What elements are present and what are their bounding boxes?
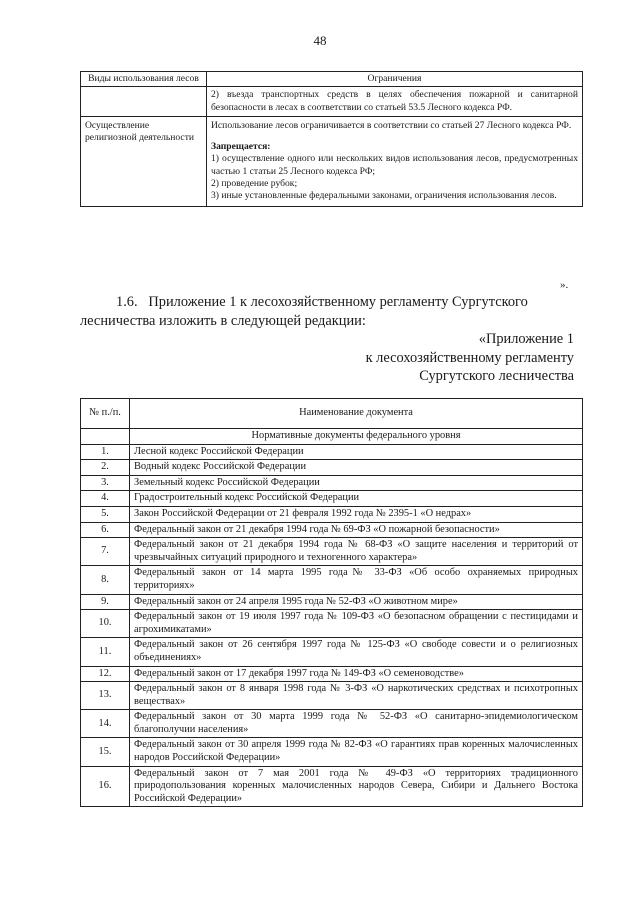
table-row [81,491,583,507]
table-row [81,610,583,638]
section-title: Нормативные документы федерального уровня [130,429,583,445]
restriction-text: 2) въезда транспортных средств в целях обеспечения пожарной и санитарной безопасности в лесах в соответствии со статьей 53.5 Лесного кодекса РФ. [207,87,583,117]
row-number: 10. [81,610,130,638]
row-number: 15. [81,738,130,766]
amendment-paragraph [80,293,580,331]
restriction-cell [207,116,583,206]
table-row [81,538,583,566]
header-restrictions: Ограничения [207,72,583,87]
table-row [81,87,583,117]
row-number: 6. [81,522,130,538]
table-row [81,566,583,594]
table-row [81,666,583,682]
row-number: 13. [81,682,130,710]
prohibited-heading: Запрещается: [211,141,271,153]
table-header-row [81,72,583,87]
appendix-line: «Приложение 1 [478,331,574,347]
document-name: Федеральный закон от 30 апреля 1999 года № 82-ФЗ «О гарантиях прав коренных малочисленных народов Российской Федерации» [130,738,583,766]
table-row [81,710,583,738]
document-name: Федеральный закон от 8 января 1998 года № 3-ФЗ «О наркотических средствах и психотропных веществах» [130,682,583,710]
document-name: Федеральный закон от 14 марта 1995 года№ 33-ФЗ «Об особо охраняемых природных территориях» [130,566,583,594]
appendix-line: к лесохозяйственному регламенту [365,349,574,366]
table-cell [81,429,130,445]
row-number: 2. [81,460,130,476]
table-row [81,594,583,610]
header-document-name: Наименование документа [130,399,583,429]
document-name: Закон Российской Федерации от 21 февраля 1992 года № 2395-1 «О недрах» [130,506,583,522]
table-row [81,475,583,491]
table-header-row [81,399,583,429]
table-row [81,766,583,807]
appendix-heading [366,330,574,386]
closing-quote: ». [560,279,569,291]
row-number: 11. [81,638,130,666]
row-number: 7. [81,538,130,566]
row-number: 3. [81,475,130,491]
table-row [81,522,583,538]
document-name: Федеральный закон от 21 декабря 1994 года № 68-ФЗ «О защите населения и территорий от чрезвычайных ситуаций природного и техногенного характера» [130,538,583,566]
document-name: Лесной кодекс Российской Федерации [130,444,583,460]
table-row [81,444,583,460]
header-number: № п./п. [81,399,130,429]
row-number: 12. [81,666,130,682]
restrictions-table [80,71,583,207]
appendix-line: Сургутского лесничества [419,368,574,385]
document-name: Федеральный закон от 24 апреля 1995 года № 52-ФЗ «О животном мире» [130,594,583,610]
document-name: Федеральный закон от 7 мая 2001 года № 49-ФЗ «О территориях традиционного природопользования коренных малочисленных народов Севера, Сибири и Дальнего Востока Российской Федерации» [130,766,583,807]
row-number: 14. [81,710,130,738]
document-name: Водный кодекс Российской Федерации [130,460,583,476]
paragraph-line: лесничества изложить в следующей редакции: [80,313,366,329]
table-row [81,738,583,766]
table-row [81,506,583,522]
forest-use-type: Осуществление религиозной деятельности [81,116,207,206]
row-number: 8. [81,566,130,594]
restriction-paragraph: Использование лесов ограничивается в соответствии со статьей 27 Лесного кодекса РФ. [211,119,572,131]
table-cell [81,87,207,117]
document-name: Федеральный закон от 26 сентября 1997 года № 125-ФЗ «О свободе совести и о религиозных объединениях» [130,638,583,666]
row-number: 4. [81,491,130,507]
documents-table [80,398,583,807]
row-number: 5. [81,506,130,522]
section-row [81,429,583,445]
prohibited-item: 3) иные установленные федеральными законами, ограничения использования лесов. [211,190,557,202]
document-name: Федеральный закон от 19 июля 1997 года № 109-ФЗ «О безопасном обращении с пестицидами и агрохимикатами» [130,610,583,638]
page-number: 48 [313,33,327,48]
document-name: Земельный кодекс Российской Федерации [130,475,583,491]
table-row [81,460,583,476]
prohibited-item: 2) проведение рубок; [211,178,298,190]
row-number: 9. [81,594,130,610]
document-name: Федеральный закон от 21 декабря 1994 года № 69-ФЗ «О пожарной безопасности» [130,522,583,538]
table-row [81,116,583,206]
row-number: 16. [81,766,130,807]
document-name: Федеральный закон от 30 марта 1999 года № 52-ФЗ «О санитарно-эпидемиологическом благополучии населения» [130,710,583,738]
document-name: Градостроительный кодекс Российской Федерации [130,491,583,507]
paragraph-line: 1.6. Приложение 1 к лесохозяйственному регламенту Сургутского [116,294,528,310]
prohibited-item: 1) осуществление одного или нескольких видов использования лесов, предусмотренных частью 1 статьи 25 Лесного кодекса РФ; [211,153,578,177]
row-number: 1. [81,444,130,460]
document-name: Федеральный закон от 17 декабря 1997 года № 149-ФЗ «О семеноводстве» [130,666,583,682]
table-row [81,638,583,666]
header-forest-use: Виды использования лесов [81,72,207,87]
table-row [81,682,583,710]
